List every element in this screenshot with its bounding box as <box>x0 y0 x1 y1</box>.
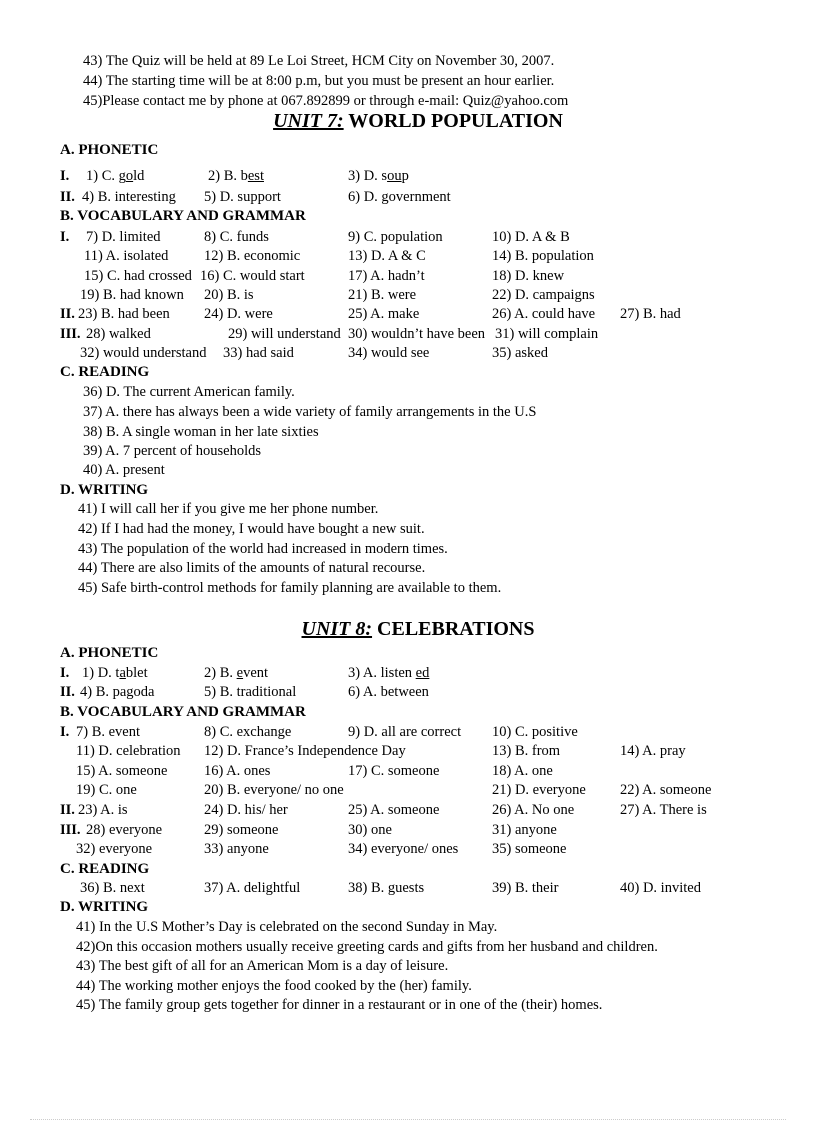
section-heading: A. PHONETIC <box>60 142 159 158</box>
answer-item: 1) D. tablet <box>82 665 148 681</box>
answer-item: 30) one <box>348 822 392 838</box>
answer-item: 15) A. someone <box>76 763 168 779</box>
answer-item: 3) D. soup <box>348 168 409 184</box>
reading-answer: 36) B. next <box>80 880 145 896</box>
answer-item: 31) will complain <box>495 326 599 342</box>
answer-item: 17) C. someone <box>348 763 440 779</box>
roman-numeral: III. <box>60 822 81 838</box>
answer-item: 14) B. population <box>492 248 594 264</box>
answer-item: 21) B. were <box>348 287 417 303</box>
answer-item: 2) B. best <box>208 168 264 184</box>
reading-answer: 39) B. their <box>492 880 559 896</box>
reading-answer: 39) A. 7 percent of households <box>83 443 261 459</box>
section-heading: B. VOCABULARY AND GRAMMAR <box>60 704 306 720</box>
answer-item: 18) D. knew <box>492 268 565 284</box>
answer-item: 9) D. all are correct <box>348 724 462 740</box>
answer-item: 19) C. one <box>76 782 137 798</box>
answer-item: 22) D. campaigns <box>492 287 595 303</box>
answer-item: 4) B. interesting <box>82 189 176 205</box>
answer-item: 30) wouldn’t have been <box>348 326 486 342</box>
roman-numeral: II. <box>60 684 75 700</box>
answer-item: 34) would see <box>348 345 430 361</box>
answer-item: 12) D. France’s Independence Day <box>204 743 406 759</box>
answer-item: 6) A. between <box>348 684 429 700</box>
reading-answer: 38) B. guests <box>348 880 425 896</box>
intro-line: 44) The starting time will be at 8:00 p.m, but you must be present an hour earlier. <box>83 73 555 89</box>
answer-item: 12) B. economic <box>204 248 301 264</box>
answer-item: 2) B. event <box>204 665 269 681</box>
roman-numeral: I. <box>60 724 70 740</box>
answer-item: 35) asked <box>492 345 548 361</box>
answer-item: 23) A. is <box>78 802 128 818</box>
roman-numeral: I. <box>60 665 70 681</box>
unit-7-name: WORLD POPULATION <box>348 110 563 132</box>
answer-item: 29) someone <box>204 822 279 838</box>
answer-item: 27) B. had <box>620 306 681 322</box>
writing-answer: 41) In the U.S Mother’s Day is celebrated on the second Sunday in May. <box>76 919 498 935</box>
writing-answer: 42)On this occasion mothers usually receive greeting cards and gifts from her husband and children. <box>76 939 658 955</box>
answer-item: 18) A. one <box>492 763 553 779</box>
answer-item: 28) everyone <box>86 822 163 838</box>
roman-numeral: I. <box>60 168 70 184</box>
answer-item: 11) A. isolated <box>84 248 169 264</box>
answer-item: 32) would understand <box>80 345 207 361</box>
answer-item: 22) A. someone <box>620 782 712 798</box>
answer-item: 17) A. hadn’t <box>348 268 425 284</box>
answer-item: 24) D. his/ her <box>204 802 288 818</box>
answer-item: 10) D. A & B <box>492 229 570 245</box>
answer-item: 7) B. event <box>76 724 141 740</box>
roman-numeral: II. <box>60 802 75 818</box>
writing-answer: 43) The population of the world had increased in modern times. <box>78 541 448 557</box>
answer-item: 19) B. had known <box>80 287 184 303</box>
roman-numeral: I. <box>60 229 70 245</box>
answer-item: 33) had said <box>223 345 294 361</box>
answer-item: 11) D. celebration <box>76 743 181 759</box>
answer-item: 26) A. No one <box>492 802 575 818</box>
answer-item: 5) D. support <box>204 189 281 205</box>
answer-item: 32) everyone <box>76 841 153 857</box>
section-heading: A. PHONETIC <box>60 645 159 661</box>
intro-line: 45)Please contact me by phone at 067.892899 or through e-mail: Quiz@yahoo.com <box>83 93 569 109</box>
answer-item: 8) C. funds <box>204 229 269 245</box>
roman-numeral: II. <box>60 306 75 322</box>
answer-item: 29) will understand <box>228 326 341 342</box>
unit-8-title <box>10 618 816 641</box>
writing-answer: 44) There are also limits of the amounts of natural recourse. <box>78 560 426 576</box>
answer-item: 25) A. someone <box>348 802 440 818</box>
answer-item: 21) D. everyone <box>492 782 586 798</box>
answer-item: 6) D. government <box>348 189 451 205</box>
writing-answer: 44) The working mother enjoys the food cooked by the (her) family. <box>76 978 472 994</box>
answer-item: 24) D. were <box>204 306 273 322</box>
answer-item: 35) someone <box>492 841 567 857</box>
answer-item: 34) everyone/ ones <box>348 841 459 857</box>
answer-item: 13) B. from <box>492 743 561 759</box>
answer-item: 20) B. is <box>204 287 254 303</box>
answer-item: 1) C. gold <box>86 168 145 184</box>
intro-line: 43) The Quiz will be held at 89 Le Loi Street, HCM City on November 30, 2007. <box>83 53 555 69</box>
reading-answer: 37) A. delightful <box>204 880 301 896</box>
section-heading: B. VOCABULARY AND GRAMMAR <box>60 208 306 224</box>
section-heading: C. READING <box>60 364 150 380</box>
answer-item: 33) anyone <box>204 841 269 857</box>
unit-7-title <box>10 110 816 133</box>
reading-answer: 40) A. present <box>83 462 165 478</box>
reading-answer: 37) A. there has always been a wide variety of family arrangements in the U.S <box>83 404 537 420</box>
reading-answer: 38) B. A single woman in her late sixties <box>83 424 319 440</box>
answer-item: 4) B. pagoda <box>80 684 155 700</box>
unit-8-name: CELEBRATIONS <box>377 618 535 640</box>
writing-answer: 42) If I had had the money, I would have bought a new suit. <box>78 521 425 537</box>
answer-item: 27) A. There is <box>620 802 707 818</box>
reading-answer: 40) D. invited <box>620 880 701 896</box>
answer-item: 7) D. limited <box>86 229 161 245</box>
writing-answer: 43) The best gift of all for an American Mom is a day of leisure. <box>76 958 449 974</box>
answer-item: 16) C. would start <box>200 268 305 284</box>
answer-item: 3) A. listen ed <box>348 665 430 681</box>
answer-item: 15) C. had crossed <box>84 268 192 284</box>
answer-item: 10) C. positive <box>492 724 578 740</box>
unit-7-label: UNIT 7: <box>273 110 344 132</box>
answer-item: 14) A. pray <box>620 743 686 759</box>
page-bottom-divider <box>30 1119 786 1120</box>
writing-answer: 45) The family group gets together for dinner in a restaurant or in one of the (their) homes. <box>76 997 603 1013</box>
answer-item: 28) walked <box>86 326 151 342</box>
section-heading: D. WRITING <box>60 899 149 915</box>
answer-item: 16) A. ones <box>204 763 271 779</box>
answer-item: 26) A. could have <box>492 306 596 322</box>
answer-item: 8) C. exchange <box>204 724 292 740</box>
unit-8-label: UNIT 8: <box>301 618 373 640</box>
answer-item: 23) B. had been <box>78 306 170 322</box>
section-heading: C. READING <box>60 861 150 877</box>
section-heading: D. WRITING <box>60 482 149 498</box>
answer-item: 9) C. population <box>348 229 443 245</box>
reading-answer: 36) D. The current American family. <box>83 384 295 400</box>
answer-item: 20) B. everyone/ no one <box>204 782 344 798</box>
answer-item: 31) anyone <box>492 822 557 838</box>
answer-item: 5) B. traditional <box>204 684 297 700</box>
writing-answer: 41) I will call her if you give me her phone number. <box>78 501 379 517</box>
answer-item: 25) A. make <box>348 306 420 322</box>
roman-numeral: III. <box>60 326 81 342</box>
roman-numeral: II. <box>60 189 75 205</box>
answer-item: 13) D. A & C <box>348 248 426 264</box>
writing-answer: 45) Safe birth-control methods for family planning are available to them. <box>78 580 502 596</box>
